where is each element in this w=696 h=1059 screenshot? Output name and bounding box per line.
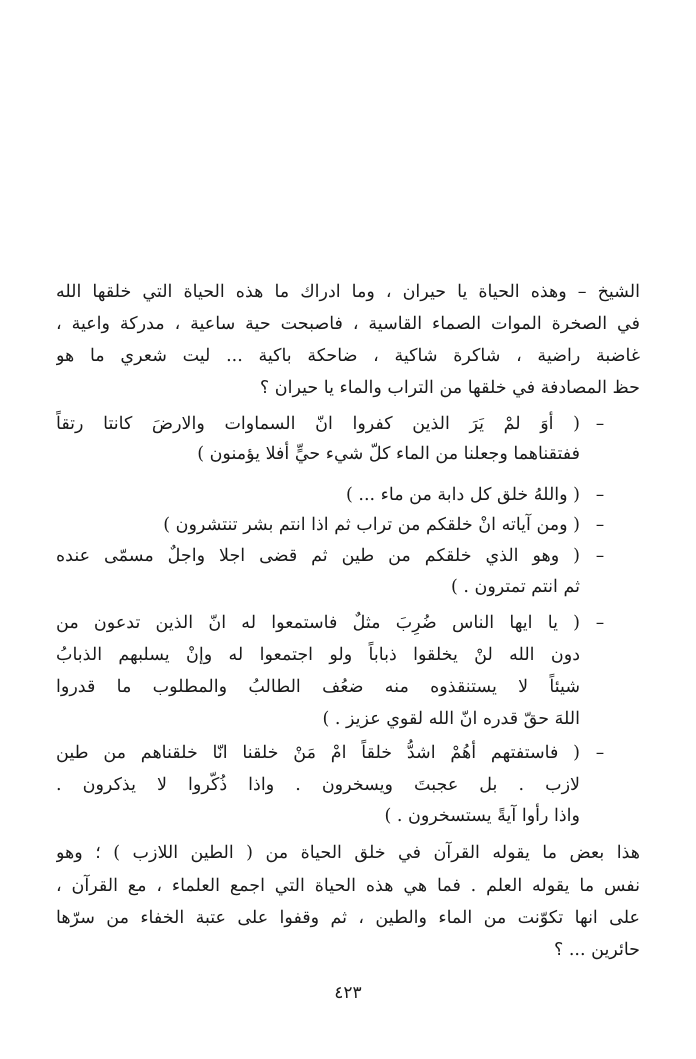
verse-line: دون الله لنْ يخلقوا ذباباً ولو اجتمعوا له وإنْ يسلبهم الذبابُ — [56, 645, 580, 665]
verse-line: ( ومن آياته انْ خلقكم من تراب ثم اذا انتم بشر تنتشرون ) — [163, 515, 580, 535]
verse-line: ثم انتم تمترون . ) — [450, 577, 580, 597]
paragraph-line: على انها تكوّنت من الماء والطين ، ثم وقفوا على عتبة الخفاء من سرّها — [56, 908, 640, 928]
verse-line: لازب . بل عجبتَ ويسخرون . واذا ذُكّروا لا يذكرون . — [56, 775, 580, 795]
verse-line: شيئاً لا يستنقذوه منه ضعُف الطالبُ والمطلوب ما قدروا — [56, 677, 580, 697]
paragraph-line: غاضبة راضية ، شاكرة شاكية ، ضاحكة باكية ... ليت شعري ما هو — [56, 346, 640, 366]
paragraph-line: الشيخ – وهذه الحياة يا حيران ، وما ادراك ما هذه الحياة التي خلقها الله — [56, 282, 640, 302]
page-number: ٤٢٣ — [334, 983, 362, 1003]
verse-line: ( فاستفتهم أهُمْ اشدُّ خلقاً امْ مَنْ خلقنا انّا خلقناهم من طين — [56, 743, 580, 763]
verse-line: ( وهو الذي خلقكم من طين ثم قضى اجلا واجلٌ مسمّى عنده — [56, 546, 580, 566]
verse-line: واذا رأوا آيةً يستسخرون . ) — [384, 806, 580, 826]
verse-dash: – — [595, 743, 605, 763]
paragraph-line: هذا بعض ما يقوله القرآن في خلق الحياة من ( الطين اللازب ) ؛ وهو — [56, 843, 640, 863]
verse-line: ( يا ايها الناس ضُرِبَ مثلٌ فاستمعوا له انّ الذين تدعون من — [56, 613, 580, 633]
verse-line: ( أوَ لمْ يَرَ الذين كفروا انّ السماوات والارضَ كانتا رتقاً — [56, 414, 580, 434]
verse-dash: – — [595, 546, 605, 566]
verse-line: ففتقناهما وجعلنا من الماء كلّ شيء حيٍّ أفلا يؤمنون ) — [197, 444, 580, 464]
verse-dash: – — [595, 485, 605, 505]
paragraph-line: حظ المصادفة في خلقها من التراب والماء يا حيران ؟ — [259, 378, 640, 398]
verse-line: ( واللهُ خلق كل دابة من ماء ... ) — [346, 485, 580, 505]
verse-dash: – — [595, 414, 605, 434]
verse-dash: – — [595, 613, 605, 633]
verse-line: اللهَ حقّ قدره انّ الله لقوي عزيز . ) — [322, 709, 580, 729]
verse-dash: – — [595, 515, 605, 535]
paragraph-line: نفس ما يقوله العلم . فما هي هذه الحياة التي اجمع العلماء ، مع القرآن ، — [56, 876, 640, 896]
paragraph-line: حائرين ... ؟ — [554, 940, 640, 960]
paragraph-line: في الصخرة الموات الصماء القاسية ، فاصبحت حية ساعية ، مدركة واعية ، — [56, 314, 640, 334]
